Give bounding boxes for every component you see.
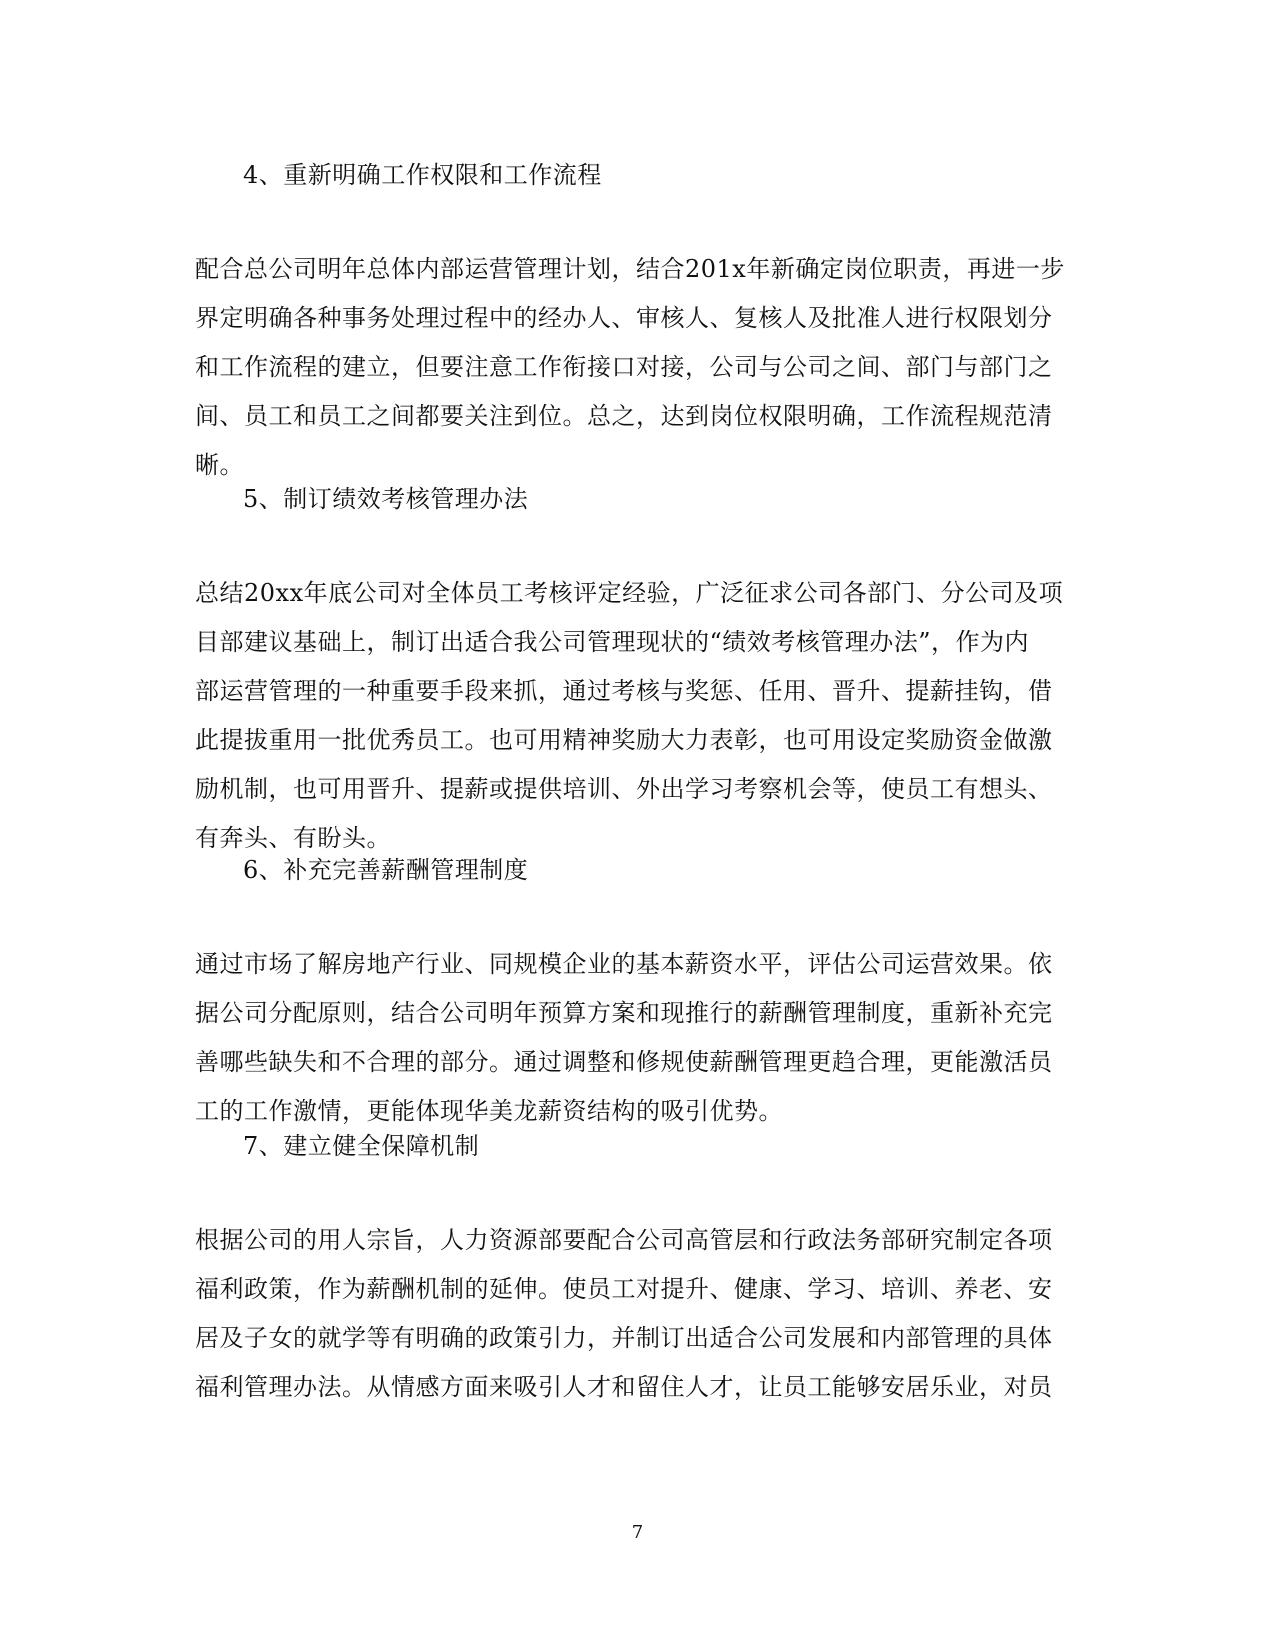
- body-line: 福利管理办法。从情感方面来吸引人才和留住人才，让员工能够安居乐业，对员: [195, 1373, 1053, 1401]
- body-line: 此提拔重用一批优秀员工。也可用精神奖励大力表彰，也可用设定奖励资金做激: [195, 726, 1053, 754]
- section-body-6: [195, 940, 1075, 1136]
- section-body-5: [195, 569, 1075, 863]
- body-line: 和工作流程的建立，但要注意工作衔接口对接，公司与公司之间、部门与部门之: [195, 353, 1053, 381]
- body-line: 间、员工和员工之间都要关注到位。总之，达到岗位权限明确，工作流程规范清: [195, 402, 1053, 430]
- section-heading-6: 6、补充完善薪酬管理制度: [243, 856, 529, 884]
- body-line: 晰。: [195, 451, 244, 479]
- body-line: 工的工作激情，更能体现华美龙薪资结构的吸引优势。: [195, 1097, 783, 1125]
- body-line: 部运营管理的一种重要手段来抓，通过考核与奖惩、任用、晋升、提薪挂钩，借: [195, 677, 1053, 705]
- section-heading-4: 4、重新明确工作权限和工作流程: [243, 161, 602, 189]
- body-line: 界定明确各种事务处理过程中的经办人、审核人、复核人及批准人进行权限划分: [195, 304, 1053, 332]
- section-heading-5: 5、制订绩效考核管理办法: [243, 485, 529, 513]
- body-line: 配合总公司明年总体内部运营管理计划，结合201x年新确定岗位职责，再进一步: [195, 255, 1065, 283]
- section-heading-7: 7、建立健全保障机制: [243, 1132, 480, 1160]
- body-line: 通过市场了解房地产行业、同规模企业的基本薪资水平，评估公司运营效果。依: [195, 950, 1053, 978]
- section-body-7: [195, 1216, 1075, 1412]
- body-line: 据公司分配原则，结合公司明年预算方案和现推行的薪酬管理制度，重新补充完: [195, 999, 1053, 1027]
- page-number: 7: [631, 1522, 644, 1543]
- body-line: 有奔头、有盼头。: [195, 824, 391, 852]
- body-line: 总结20xx年底公司对全体员工考核评定经验，广泛征求公司各部门、分公司及项: [195, 579, 1064, 607]
- body-line: 根据公司的用人宗旨，人力资源部要配合公司高管层和行政法务部研究制定各项: [195, 1226, 1053, 1254]
- body-line: 目部建议基础上，制订出适合我公司管理现状的“绩效考核管理办法”，作为内: [195, 628, 1030, 656]
- body-line: 善哪些缺失和不合理的部分。通过调整和修规使薪酬管理更趋合理，更能激活员: [195, 1048, 1053, 1076]
- section-body-4: [195, 245, 1075, 490]
- body-line: 福利政策，作为薪酬机制的延伸。使员工对提升、健康、学习、培训、养老、安: [195, 1275, 1053, 1303]
- body-line: 励机制，也可用晋升、提薪或提供培训、外出学习考察机会等，使员工有想头、: [195, 775, 1053, 803]
- body-line: 居及子女的就学等有明确的政策引力，并制订出适合公司发展和内部管理的具体: [195, 1324, 1053, 1352]
